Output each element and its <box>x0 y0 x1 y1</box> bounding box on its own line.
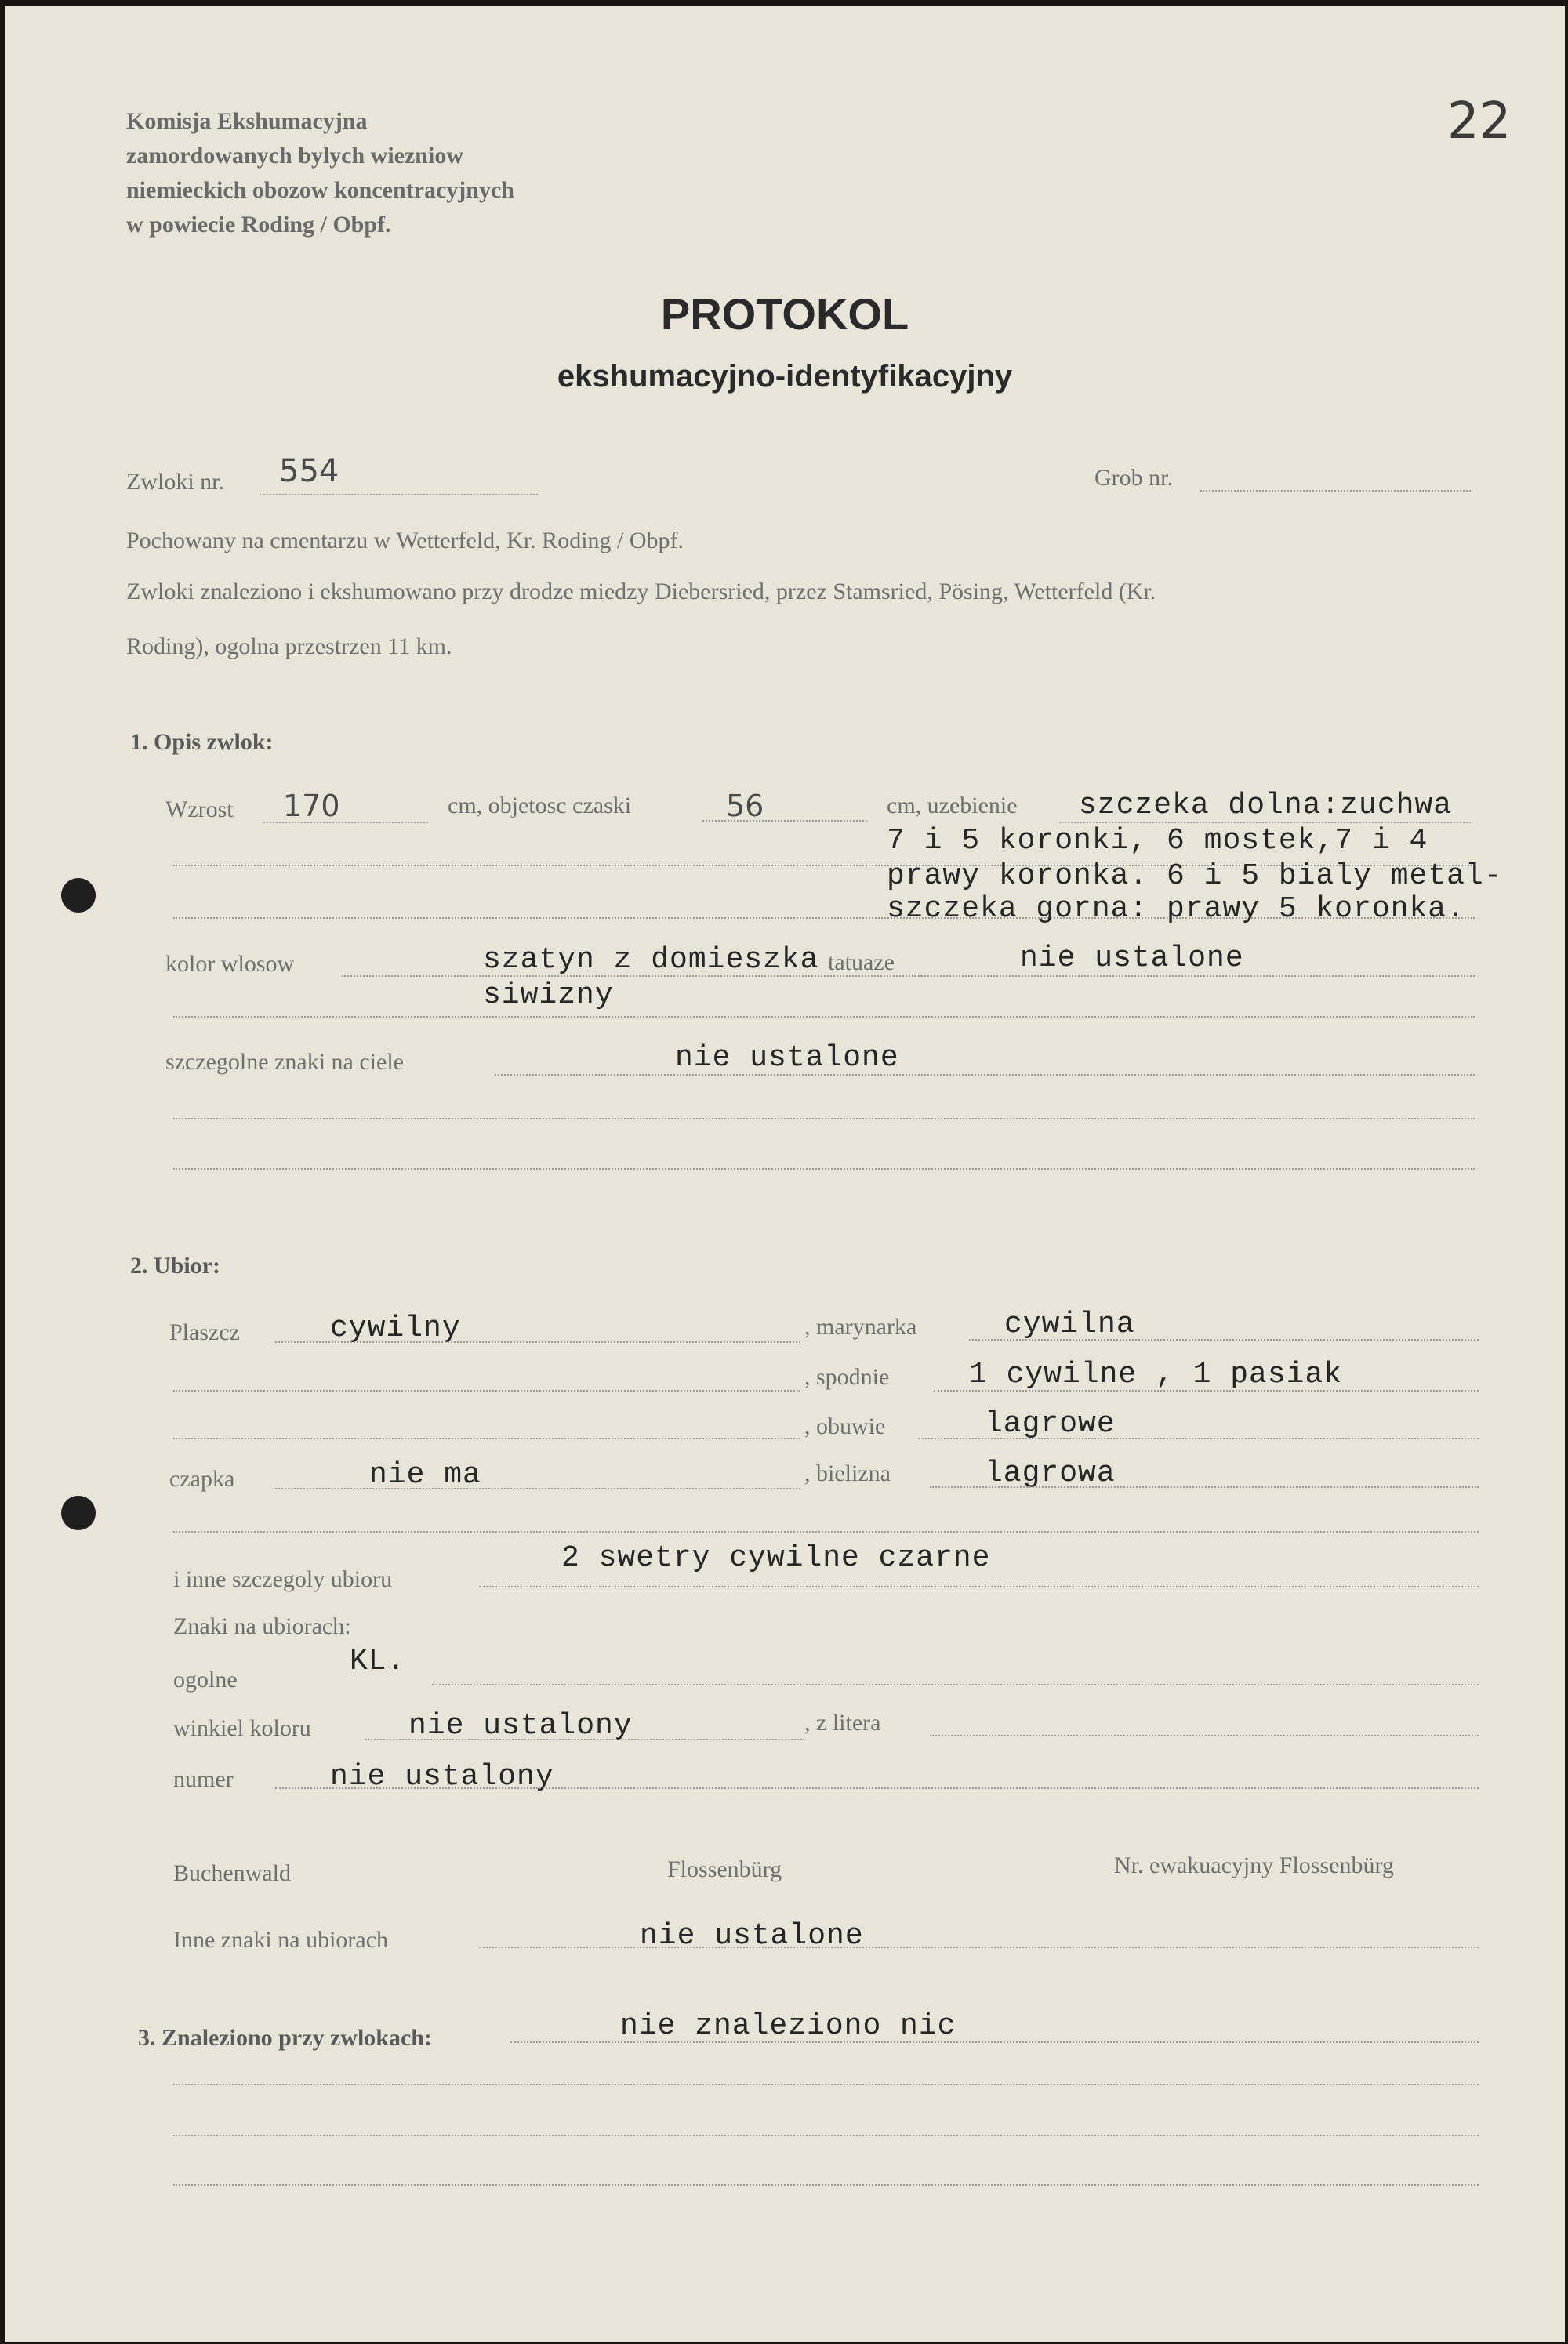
bielizna-label: , bielizna <box>804 1460 891 1486</box>
page-number: 22 <box>1447 93 1512 151</box>
inne-ubior-value: 2 swetry cywilne czarne <box>561 1541 991 1575</box>
znaki-value: nie ustalone <box>675 1041 899 1075</box>
objetosc-label: cm, objetosc czaski <box>448 793 632 818</box>
punch-hole-bottom <box>61 1496 96 1530</box>
numer-value: nie ustalony <box>330 1760 554 1794</box>
commission-line-1: Komisja Ekshumacyjna <box>126 108 368 134</box>
uzebienie-line-4: szczeka gorna: prawy 5 koronka. <box>887 892 1465 926</box>
ogolne-label: ogolne <box>173 1667 238 1693</box>
ogolne-value: KL. <box>350 1645 406 1678</box>
flossenburg-label: Flossenbürg <box>667 1856 782 1882</box>
zwloki-value: 554 <box>279 453 339 489</box>
document-title: PROTOKOL <box>660 289 909 339</box>
tatuaze-label: tatuaze <box>828 949 895 975</box>
bielizna-value: lagrowa <box>985 1457 1116 1490</box>
commission-line-4: w powiecie Roding / Obpf. <box>126 212 391 238</box>
commission-line-3: niemieckich obozow koncentracyjnych <box>126 177 514 203</box>
znaki-label: szczegolne znaki na ciele <box>165 1049 404 1075</box>
zwloki-label: Zwloki nr. <box>126 469 224 495</box>
section-2-heading: 2. Ubior: <box>130 1253 220 1279</box>
czaszka-value: 56 <box>726 789 764 823</box>
marynarka-label: , marynarka <box>804 1314 917 1340</box>
spodnie-label: , spodnie <box>804 1364 890 1390</box>
uzebienie-line-1: szczeka dolna:zuchwa <box>1079 789 1453 822</box>
plaszcz-value: cywilny <box>330 1312 461 1345</box>
inne-znaki-value: nie ustalone <box>640 1919 864 1953</box>
numer-label: numer <box>173 1766 234 1792</box>
litera-label: , z litera <box>804 1710 881 1736</box>
document-sheet <box>5 6 1565 2342</box>
grob-label: Grob nr. <box>1094 465 1173 491</box>
found-line-2: Roding), ogolna przestrzen 11 km. <box>126 633 452 659</box>
section-3-heading: 3. Znaleziono przy zwlokach: <box>138 2025 432 2051</box>
commission-header <box>126 104 514 242</box>
obuwie-value: lagrowe <box>985 1407 1116 1441</box>
znaki-ubior-label: Znaki na ubiorach: <box>173 1613 351 1639</box>
kolor-value-2: siwizny <box>483 978 614 1012</box>
winkiel-value: nie ustalony <box>408 1709 633 1743</box>
plaszcz-label: Plaszcz <box>169 1319 240 1345</box>
buchenwald-label: Buchenwald <box>173 1860 291 1886</box>
inne-ubior-label: i inne szczegoly ubioru <box>173 1566 393 1592</box>
buried-line: Pochowany na cmentarzu w Wetterfeld, Kr. Roding / Obpf. <box>126 528 684 553</box>
wzrost-value: 170 <box>283 789 340 823</box>
ewakuacyjny-label: Nr. ewakuacyjny Flossenbürg <box>1114 1852 1394 1878</box>
uzebienie-label: cm, uzebienie <box>887 793 1018 818</box>
uzebienie-line-2: 7 i 5 koronki, 6 mostek,7 i 4 <box>887 824 1428 858</box>
document-subtitle: ekshumacyjno-identyfikacyjny <box>557 359 1013 394</box>
kolor-label: kolor wlosow <box>165 951 295 977</box>
section-3-value: nie znaleziono nic <box>620 2009 956 2043</box>
found-line-1: Zwloki znaleziono i ekshumowano przy drodze miedzy Diebersried, przez Stamsried, Pösing, Wetterfeld (Kr. <box>126 579 1156 604</box>
czapka-value: nie ma <box>369 1458 481 1492</box>
winkiel-label: winkiel koloru <box>173 1715 311 1741</box>
tatuaze-value: nie ustalone <box>1020 942 1244 975</box>
section-1-heading: 1. Opis zwlok: <box>130 729 274 755</box>
punch-hole-top <box>61 878 96 913</box>
czapka-label: czapka <box>169 1466 235 1492</box>
marynarka-value: cywilna <box>1004 1308 1135 1341</box>
commission-line-2: zamordowanych bylych wiezniow <box>126 143 463 169</box>
spodnie-value: 1 cywilne , 1 pasiak <box>969 1358 1343 1392</box>
wzrost-label: Wzrost <box>165 796 234 822</box>
obuwie-label: , obuwie <box>804 1413 886 1439</box>
uzebienie-line-3: prawy koronka. 6 i 5 bialy metal- <box>887 859 1503 893</box>
kolor-value-1: szatyn z domieszka <box>483 943 819 977</box>
inne-znaki-label: Inne znaki na ubiorach <box>173 1927 389 1953</box>
